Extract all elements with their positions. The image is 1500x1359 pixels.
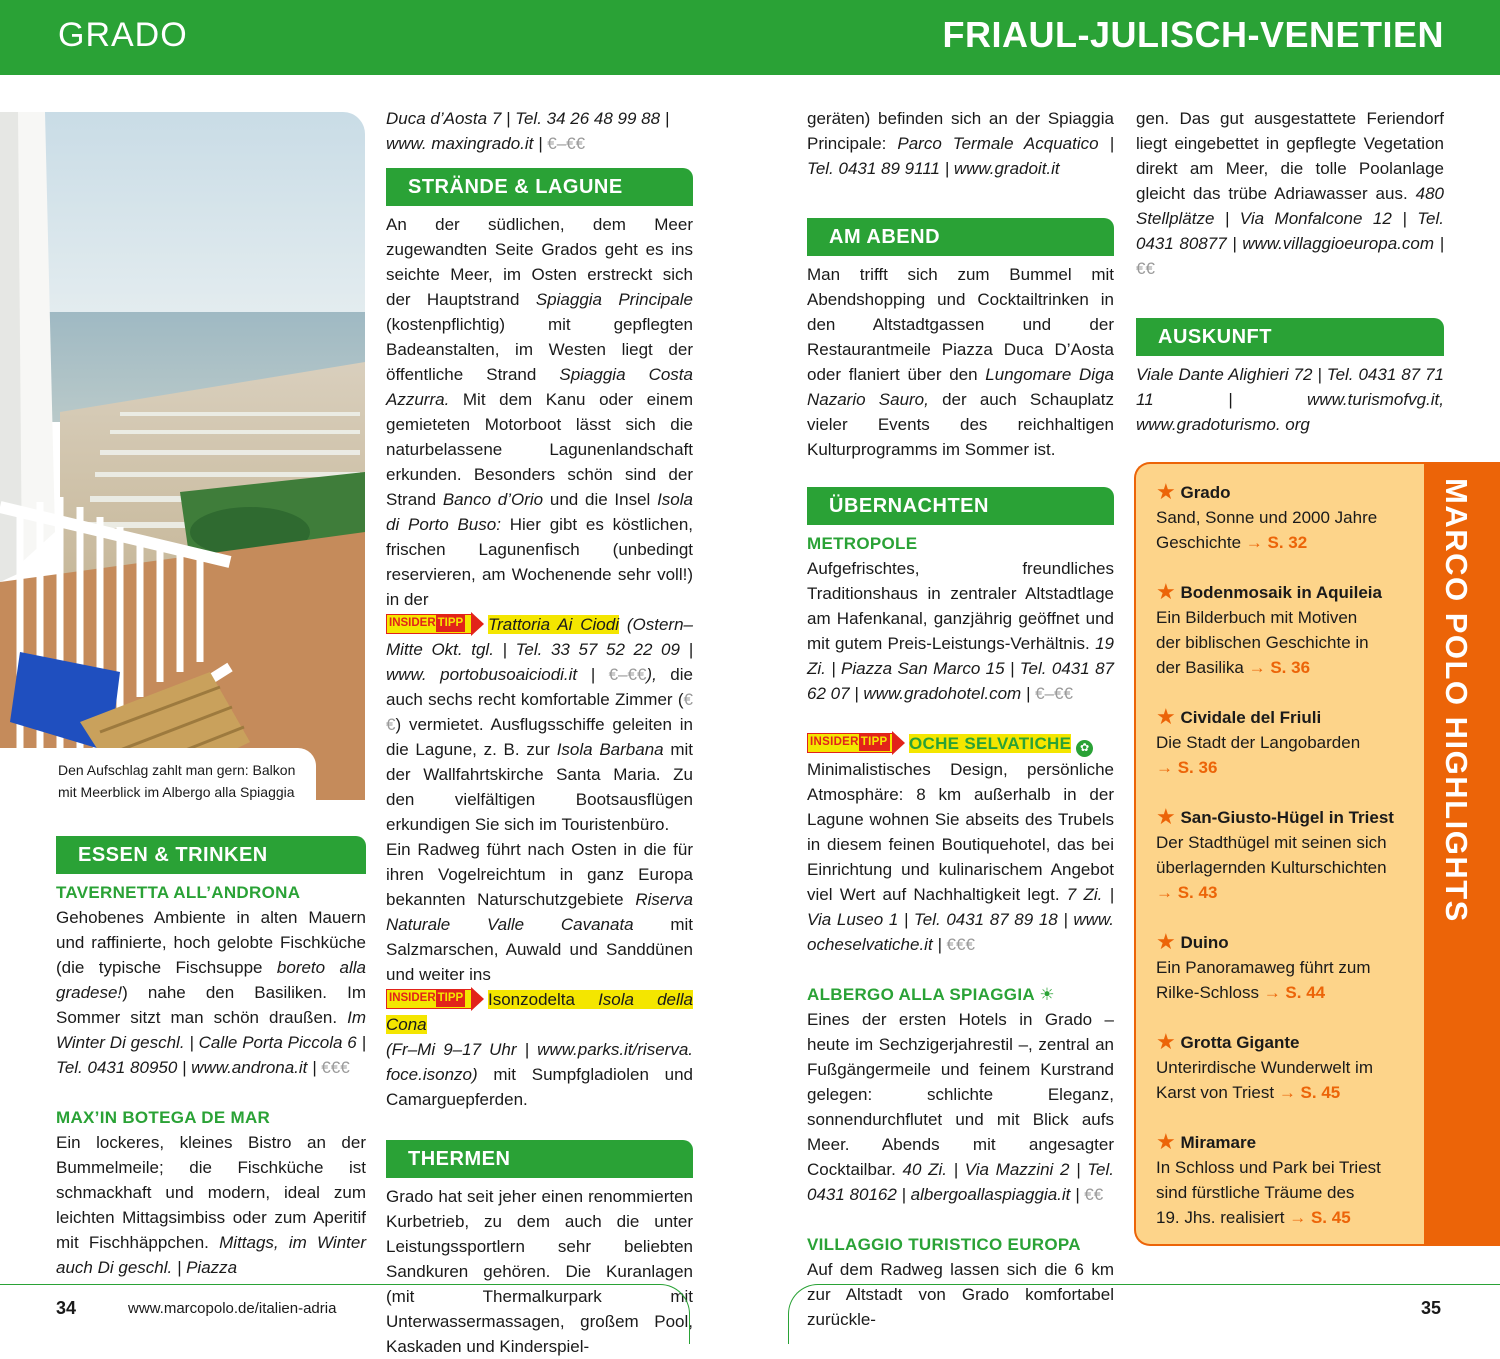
column-2 xyxy=(386,106,693,1359)
thermen-continued: geräten) befinden sich an der Spiaggia Principale: Parco Termale Acquatico | Tel. 0431 89 9111 | www.gradoit.it xyxy=(807,109,1114,178)
star-icon: ★ xyxy=(1156,704,1176,729)
eco-leaf-icon: ✿ xyxy=(1076,740,1093,757)
beaches-paragraph: An der südlichen, dem Meer zugewandten Seite Grados geht es ins seichte Meer, im Osten erstreckt sich der Hauptstrand Spiaggia Principale (kostenpflichtig) mit gepflegten Badeanstalten, im Westen liegt der öffentliche Strand Spiaggia Costa Azzurra. Mit dem Kanu oder einem gemieteten Motorboot lässt sich die naturbelassene Lagunenlandschaft erkunden. Besonders schön sind der Strand Banco d’Orio und die Insel Isola di Porto Buso: Hier gibt es köstlichen, frischen Lagunenfisch (unbedingt reservieren, am Wochenende sehr voll!) in der xyxy=(386,215,693,609)
caption-line-1: Den Aufschlag zahlt man gern: Balkon xyxy=(58,762,296,778)
hotel-description-oche-selvatiche: Minimalistisches Design, persönliche Atmosphäre: 8 km außerhalb in der Lagune wohnen Sie abseits des Trubels in diesem feinen Boutiquehotel, das bei Einrichtung und kulinarischem Angebot viel Wert auf Nachhaltigkeit legt. 7 Zi. | Via Luseo 1 | Tel. 0431 87 89 18 | www. ocheselvatiche.it | €€€ xyxy=(807,760,1114,954)
section-heading-straende-lagune: STRÄNDE & LAGUNE xyxy=(386,168,693,206)
section-heading-uebernachten: ÜBERNACHTEN xyxy=(807,487,1114,525)
highlight-item: ★ Duino Ein Panoramaweg führt zum Rilke-Schloss → S. 44 xyxy=(1156,929,1371,1002)
venue-name-tavernetta: TAVERNETTA ALL’ANDRONA xyxy=(56,883,301,902)
venue-info-continued: Duca d’Aosta 7 | Tel. 34 26 48 99 88 | www. maxingrado.it | €–€€ xyxy=(386,109,670,153)
footer-left-rule xyxy=(0,1284,690,1344)
hotel-description-albergo: Eines der ersten Hotels in Grado – heute im Sechzigerjahrestil –, zentral an Fußgängermeile und feinem Kurstrand gelegen: schlichte Eleganz, sonnendurchflutet und mit Blick aufs Meer. Abends mit angesagter Cocktailbar. 40 Zi. | Via Mazzini 2 | Tel. 0431 80162 | albergoallaspiaggia.it | €€ xyxy=(807,1010,1114,1204)
section-heading-essen-trinken: ESSEN & TRINKEN xyxy=(56,836,366,874)
star-icon: ★ xyxy=(1156,929,1176,954)
star-icon: ★ xyxy=(1156,479,1176,504)
hotel-name-oche-selvatiche: INSIDER TIPP OCHE SELVATICHE ✿ xyxy=(807,731,1114,757)
page-number-right: 35 xyxy=(1421,1298,1442,1318)
price-level: €€€ xyxy=(321,1058,350,1077)
villaggio-continued: gen. Das gut ausgestattete Feriendorf liegt eingebettet in gepflegte Vegetation direkt am Meer, die tolle Poolanlage gleicht das trübe Adriawasser aus. 480 Stellplätze | Via Monfalcone 12 | Tel. 0431 80877 | www.villaggioeuropa.com | €€ xyxy=(1136,109,1444,278)
insider-tipp-badge: INSIDER TIPP xyxy=(386,614,484,634)
section-heading-auskunft: AUSKUNFT xyxy=(1136,318,1444,356)
sun-icon: ☀ xyxy=(1039,985,1055,1004)
header-right-title: FRIAUL-JULISCH-VENETIEN xyxy=(942,14,1444,55)
column-1 xyxy=(56,836,366,1280)
highlight-item: ★ Bodenmosaik in Aquileia Ein Bilderbuch mit Motiven der biblischen Geschichte in der Basilika → S. 36 xyxy=(1156,579,1382,677)
evening-paragraph: Man trifft sich zum Bummel mit Abendshopping und Cocktailtrinken in den Altstadtgassen und der Restaurantmeile Piazza Duca D’Aosta oder flaniert über den Lungomare Diga Nazario Sauro, der auch Schauplatz vieler Events des reichhaltigen Kulturprogramms im Sommer ist. xyxy=(807,265,1115,459)
footer-right xyxy=(788,1284,1500,1344)
page-number-left: 34 xyxy=(56,1298,77,1318)
column-3 xyxy=(807,106,1114,1332)
header-left-title: GRADO xyxy=(58,16,188,54)
section-heading-thermen: THERMEN xyxy=(386,1140,693,1178)
highlight-item: ★ Grotta Gigante Unterirdische Wunderwelt im Karst von Triest → S. 45 xyxy=(1156,1029,1373,1102)
hotel-description-metropole: Aufgefrischtes, freundliches Traditionshaus in zentraler Altstadtlage am Hafenkanal, ganzjährig geöffnet und mit gutem Preis-Leistungs-Verhältnis. 19 Zi. | Piazza San Marco 15 | Tel. 0431 87 62 07 | www.gradohotel.com | €–€€ xyxy=(807,559,1114,703)
insider-tipp-badge: INSIDER TIPP xyxy=(386,989,484,1009)
insider-tipp-badge: INSIDER TIPP xyxy=(807,733,905,753)
highlight-item: ★ Grado Sand, Sonne und 2000 Jahre Geschichte → S. 32 xyxy=(1156,479,1378,552)
photo-caption xyxy=(0,748,316,800)
star-icon: ★ xyxy=(1156,1029,1176,1054)
insider-tip-trattoria: INSIDER TIPP Trattoria Ai Ciodi (Ostern–Mitte Okt. tgl. | Tel. 33 57 52 22 09 | www. portobusoaiciodi.it | €–€€), die auch sechs recht komfortable Zimmer (€€) vermietet. Ausflugsschiffe geleiten in die Lagune, z. B. zur Isola Barbana mit der Wallfahrtskirche Santa Maria. Zu den vielfältigen Bootsausflügen erkundigen Sie sich im Touristenbüro. xyxy=(386,612,693,837)
star-icon: ★ xyxy=(1156,579,1176,604)
section-heading-am-abend: AM ABEND xyxy=(807,218,1114,256)
thermen-paragraph: Grado hat seit jeher einen renommierten Kurbetrieb, zu dem auch die unter Leistungssportlern sehr beliebten Sandkuren gehören. Die Kuranlagen (mit Thermalkurpark mit Unterwassermassagen, großem Pool, Kaskaden und Kinderspiel- xyxy=(386,1187,693,1356)
tourist-info: Viale Dante Alighieri 72 | Tel. 0431 87 71 11 | www.turismofvg.it, www.gradoturismo. org xyxy=(1136,365,1444,434)
page-header xyxy=(0,0,1500,75)
footer-url[interactable]: www.marcopolo.de/italien-adria xyxy=(128,1300,337,1317)
highlights-band xyxy=(1424,462,1500,1246)
highlight-item: ★ Cividale del Friuli Die Stadt der Langobarden → S. 36 xyxy=(1156,704,1361,777)
insider-tip-isonzodelta: INSIDER TIPP Isonzodelta Isola della Cona (Fr–Mi 9–17 Uhr | www.parks.it/riserva. foce.isonzo) mit Sumpfgladiolen und Camarguepferden. xyxy=(386,987,693,1112)
hotel-description-villaggio: Auf dem Radweg lassen sich die 6 km zur Altstadt von Grado komfortabel zurückle- xyxy=(807,1260,1114,1329)
hotel-balcony-photo xyxy=(0,112,365,800)
footer-left xyxy=(0,1284,712,1344)
photo-illustration xyxy=(0,112,365,800)
venue-description-maxin: Ein lockeres, kleines Bistro an der Bummelmeile; die Fischküche ist schmackhaft und modern, ideal zum leichten Mittagsimbiss oder zum Aperitif mit Fischhäppchen. Mittags, im Winter auch Di geschl. | Piazza xyxy=(56,1133,366,1277)
footer-right-rule xyxy=(788,1284,1500,1344)
hotel-name-albergo-alla-spiaggia: ALBERGO ALLA SPIAGGIA ☀ xyxy=(807,985,1055,1004)
venue-name-maxin: MAX’IN BOTEGA DE MAR xyxy=(56,1108,271,1127)
star-icon: ★ xyxy=(1156,1129,1176,1154)
column-4 xyxy=(1136,106,1444,437)
caption-line-2: mit Meerblick im Albergo alla Spiaggia xyxy=(58,784,295,800)
hotel-name-villaggio-europa: VILLAGGIO TURISTICO EUROPA xyxy=(807,1235,1081,1254)
highlight-item: ★ Miramare In Schloss und Park bei Triest sind fürstliche Träume des 19. Jhs. realisiert → S. 45 xyxy=(1156,1129,1381,1227)
venue-description-tavernetta: Gehobenes Ambiente in alten Mauern und raffinierte, hoch gelobte Fischküche (die typische Fischsuppe boreto alla gradese!) nahe den Basiliken. Im Sommer sitzt man schön draußen. Im Winter Di geschl. | Calle Porta Piccola 6 | Tel. 0431 80950 | www.androna.it | €€€ xyxy=(56,908,366,1077)
highlight-item: ★ San-Giusto-Hügel in Triest Der Stadthügel mit seinen sich überlagernden Kulturschichten → S. 43 xyxy=(1156,804,1394,902)
cycle-path-paragraph: Ein Radweg führt nach Osten in die für ihren Vogelreichtum in ganz Europa bekannten Naturschutzgebiete Riserva Naturale Valle Cavanata mit Salzmarschen, Auwald und Sanddünen und weiter ins xyxy=(386,840,693,984)
star-icon: ★ xyxy=(1156,804,1176,829)
hotel-name-metropole: METROPOLE xyxy=(807,534,918,553)
highlights-band-title: MARCO POLO HIGHLIGHTS xyxy=(1439,478,1474,923)
